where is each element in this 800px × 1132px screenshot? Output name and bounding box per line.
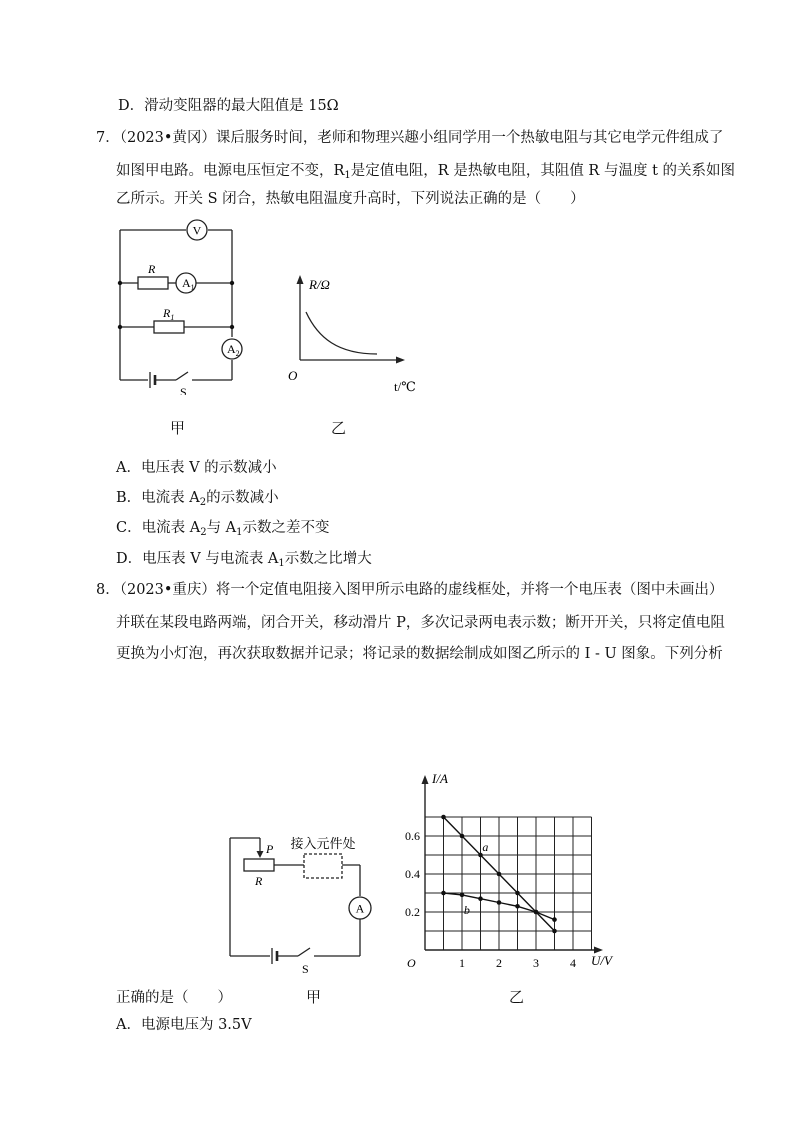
series-a-point xyxy=(497,872,502,877)
q6-option-d: D．滑动变阻器的最大阻值是 15Ω xyxy=(118,98,339,114)
ammeter-a1-label: $A_1$ xyxy=(182,276,195,292)
q7-stem-line2-a: 如图甲电路。电源电压恒定不变，R xyxy=(116,163,345,179)
series-b-point xyxy=(534,910,539,915)
x-axis-label: t/℃ xyxy=(394,379,416,394)
q7-option-d: D．电压表 V 与电流表 $A_1$示数之比增大 xyxy=(116,551,372,569)
ammeter-label: A xyxy=(355,901,365,916)
q7-stem-line3: 乙所示。开关 S 闭合，热敏电阻温度升高时，下列说法正确的是（ ） xyxy=(116,191,585,207)
component-box-label: 接入元件处 xyxy=(290,836,356,851)
junction-dot xyxy=(230,281,234,285)
series-b-point xyxy=(515,904,520,909)
q8-stem-line1: 8．（2023•重庆）将一个定值电阻接入图甲所示电路的虚线框处，并将一个电压表（图中未画出） xyxy=(96,582,724,598)
q8-iu-chart xyxy=(405,770,630,970)
q7-caption-jia: 甲 xyxy=(170,419,186,437)
q8-stem-line4: 正确的是（ ） xyxy=(116,990,232,1006)
switch-s-label: S xyxy=(180,385,187,395)
q7-stem-line2-b: 是定值电阻，R 是热敏电阻，其阻值 R 与温度 t 的关系如图 xyxy=(350,163,736,179)
origin-label: O xyxy=(407,956,416,970)
resistor-r1-label: $R_1$ xyxy=(163,306,175,322)
origin-label: O xyxy=(288,368,298,383)
chart-axes xyxy=(422,775,604,954)
series-a-point xyxy=(441,815,446,820)
q8-option-a: A．电源电压为 3.5V xyxy=(116,1017,252,1033)
x-axis-label: U/V xyxy=(591,953,612,968)
series-a-label: a xyxy=(482,840,489,855)
x-tick-label: 1 xyxy=(459,956,465,970)
y-axis-arrow-icon xyxy=(422,775,429,784)
q7-stem-line2-sub: 1 xyxy=(344,170,351,181)
y-axis-label: I/A xyxy=(432,771,448,786)
y-tick-label: 0.4 xyxy=(405,867,420,881)
y-tick-label: 0.6 xyxy=(405,829,420,843)
chart-labels xyxy=(405,771,614,970)
series-b-point xyxy=(497,900,502,905)
x-axis-arrow-icon xyxy=(396,357,405,364)
slider-p-label: P xyxy=(266,842,274,856)
x-tick-label: 4 xyxy=(570,956,576,970)
switch-s-label: S xyxy=(302,962,309,976)
q8-stem-line3: 更换为小灯泡，再次获取数据并记录；将记录的数据绘制成如图乙所示的 I - U 图象。下列分析 xyxy=(116,646,723,662)
q8-caption-jia: 甲 xyxy=(306,988,322,1006)
q7-option-a: A．电压表 V 的示数减小 xyxy=(116,460,277,476)
series-b-point xyxy=(552,917,557,922)
q8-caption-yi: 乙 xyxy=(509,988,525,1006)
series-a-point xyxy=(515,891,520,896)
q7-stem-line1: 7．（2023•黄冈）课后服务时间，老师和物理兴趣小组同学用一个热敏电阻与其它电学元件组成了 xyxy=(96,130,724,146)
junction-dot xyxy=(118,325,122,329)
q7-stem-line2 xyxy=(116,161,735,181)
rheostat-r-label: R xyxy=(255,874,263,888)
junction-dot xyxy=(230,325,234,329)
r-t-curve xyxy=(306,312,377,354)
ammeter-a2-label: $A_2$ xyxy=(227,342,240,358)
y-axis-label: R/Ω xyxy=(309,277,330,292)
series-b-point xyxy=(460,893,465,898)
series-b-point xyxy=(441,891,446,896)
resistor-r-label: R xyxy=(148,262,156,276)
q8-stem-line2: 并联在某段电路两端，闭合开关，移动滑片 P，多次记录两电表示数；断开开关，只将定值电阻 xyxy=(116,615,725,631)
voltmeter-label: V xyxy=(192,223,202,238)
q8-circuit-diagram xyxy=(220,826,380,976)
series-b-point xyxy=(478,896,483,901)
q7-circuit-diagram xyxy=(110,215,250,395)
series-b-label: b xyxy=(463,902,470,917)
series-a-point xyxy=(460,834,465,839)
series-a-point xyxy=(552,929,557,934)
slider-arrow-icon xyxy=(257,851,264,858)
q7-r-t-graph xyxy=(282,272,422,402)
y-tick-label: 0.2 xyxy=(405,905,420,919)
x-tick-label: 2 xyxy=(496,956,502,970)
junction-dot xyxy=(118,281,122,285)
q7-option-b: B．电流表 $A_2$的示数减小 xyxy=(116,490,279,508)
x-tick-label: 3 xyxy=(533,956,539,970)
q7-caption-yi: 乙 xyxy=(331,419,347,437)
q7-option-c: C．电流表 $A_2$与 $A_1$示数之差不变 xyxy=(116,520,330,538)
y-axis-arrow-icon xyxy=(297,275,304,284)
